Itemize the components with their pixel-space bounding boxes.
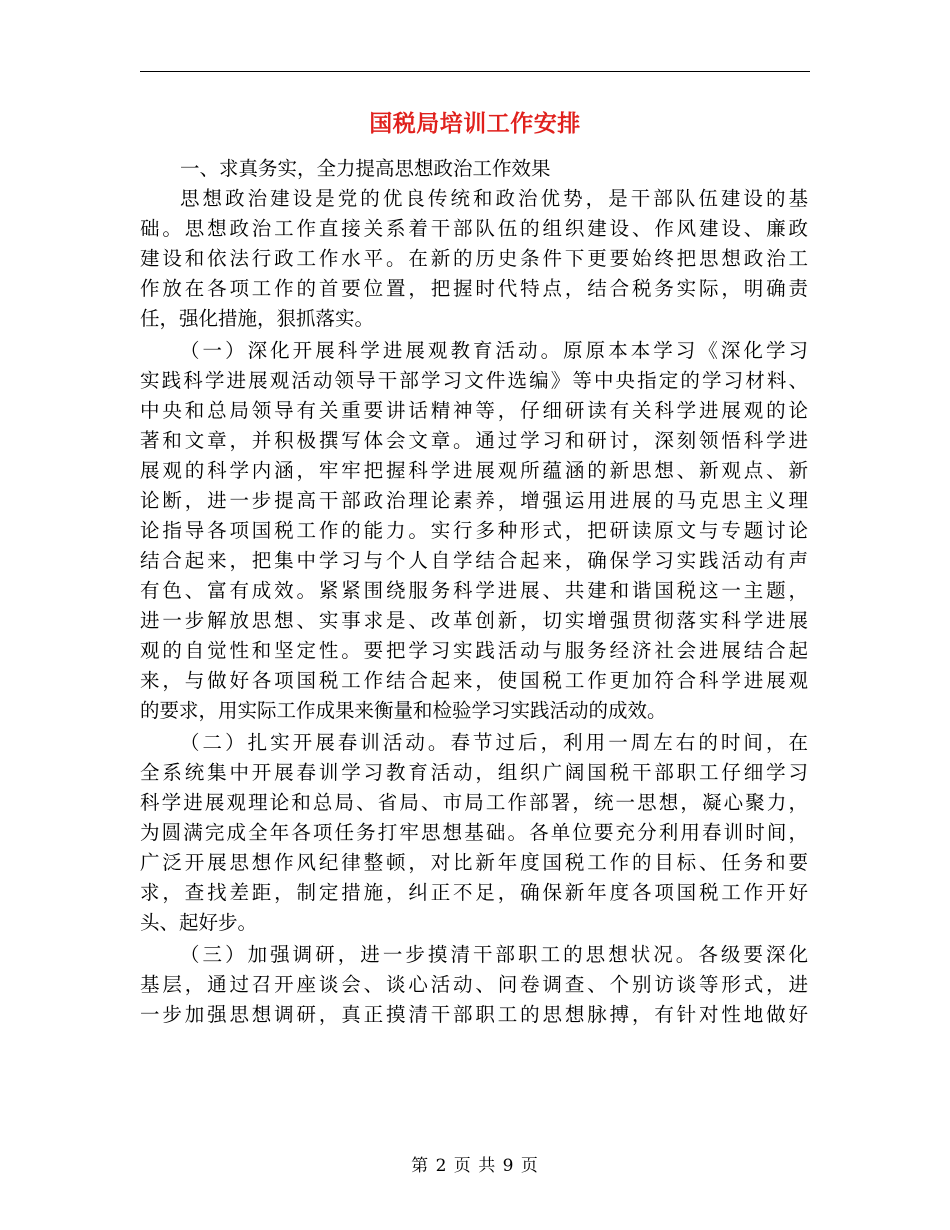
body-line: 建设和依法行政工作水平。在新的历史条件下更要始终把思想政治工 [140,247,808,270]
body-line: （一）深化开展科学进展观教育活动。原原本本学习《深化学习 [180,339,808,362]
body-line: （三）加强调研，进一步摸清干部职工的思想状况。各级要深化 [180,943,808,966]
body-line: 一步加强思想调研，真正摸清干部职工的思想脉搏，有针对性地做好 [140,1003,808,1026]
body-line: 实践科学进展观活动领导干部学习文件选编》等中央指定的学习材料、 [140,369,808,392]
body-line: 观的自觉性和坚定性。要把学习实践活动与服务经济社会进展结合起 [140,639,808,662]
body-line: 著和文章，并积极撰写体会文章。通过学习和研讨，深刻领悟科学进 [140,429,808,452]
body-line: （二）扎实开展春训活动。春节过后，利用一周左右的时间，在 [180,731,808,754]
body-line: 的要求，用实际工作成果来衡量和检验学习实践活动的成效。 [140,699,667,722]
body-line: 结合起来，把集中学习与个人自学结合起来，确保学习实践活动有声 [140,549,808,572]
body-line: 展观的科学内涵，牢牢把握科学进展观所蕴涵的新思想、新观点、新 [140,459,808,482]
body-line: 求，查找差距，制定措施，纠正不足，确保新年度各项国税工作开好 [140,881,808,904]
body-line: 科学进展观理论和总局、省局、市局工作部署，统一思想，凝心聚力， [140,791,808,814]
body-line: 论断，进一步提高干部政治理论素养，增强运用进展的马克思主义理 [140,489,808,512]
body-line: 有色、富有成效。紧紧围绕服务科学进展、共建和谐国税这一主题， [140,579,808,602]
body-line: 进一步解放思想、实事求是、改革创新，切实增强贯彻落实科学进展 [140,609,808,632]
body-line: 基层，通过召开座谈会、谈心活动、问卷调查、个别访谈等形式，进 [140,973,808,996]
document-title: 国税局培训工作安排 [369,110,581,137]
body-line: 论指导各项国税工作的能力。实行多种形式，把研读原文与专题讨论 [140,519,808,542]
section-heading: 一、求真务实，全力提高思想政治工作效果 [180,157,551,180]
body-line: 为圆满完成全年各项任务打牢思想基础。各单位要充分利用春训时间， [140,821,808,844]
body-line: 作放在各项工作的首要位置，把握时代特点，结合税务实际，明确责 [140,277,808,300]
body-line: 础。思想政治工作直接关系着干部队伍的组织建设、作风建设、廉政 [140,217,808,240]
document-body [140,154,808,1030]
page-number-footer: 第 2 页 共 9 页 [411,1156,539,1176]
body-line: 广泛开展思想作风纪律整顿，对比新年度国税工作的目标、任务和要 [140,851,808,874]
body-line: 全系统集中开展春训学习教育活动，组织广阔国税干部职工仔细学习 [140,761,808,784]
header-rule [140,71,810,72]
body-line: 来，与做好各项国税工作结合起来，使国税工作更加符合科学进展观 [140,669,808,692]
body-line: 思想政治建设是党的优良传统和政治优势，是干部队伍建设的基 [180,187,808,210]
body-line: 头、起好步。 [140,911,258,934]
body-line: 任，强化措施，狠抓落实。 [140,307,375,330]
body-line: 中央和总局领导有关重要讲话精神等，仔细研读有关科学进展观的论 [140,399,808,422]
